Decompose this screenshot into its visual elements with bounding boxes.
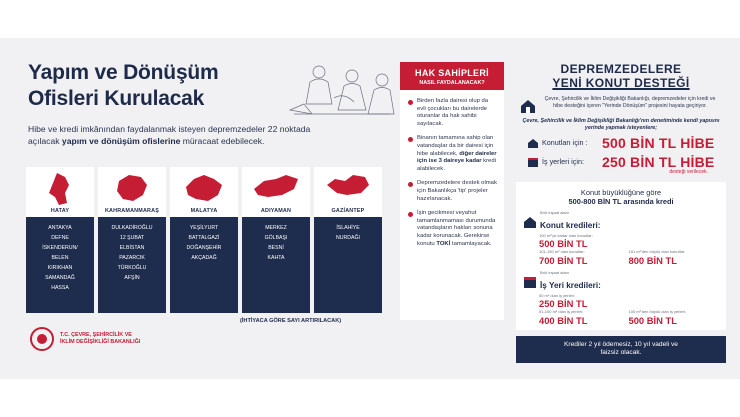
rights-bullet: Binanın tamamına sahip olan vatandaşlar da bir dairesi için hibe alabilecek, diğer daireler için ise 3 daireye kadar kredi alabilecek. <box>408 135 498 173</box>
rights-subheading: NASIL FAYDALANACAK? <box>419 80 485 86</box>
shop-icon <box>528 157 538 167</box>
district-item: BELEN <box>51 255 69 261</box>
district-item: SAMANDAĞ <box>45 275 75 281</box>
district-item: MERKEZ <box>265 225 287 231</box>
district-list <box>26 217 94 313</box>
ministry-logo <box>30 327 140 351</box>
housing-credit-value: 500 BİN TL <box>539 238 588 250</box>
support-note: Çevre, Şehircilik ve İklim Değişikliği Bakanlığı'nın denetiminde kendi yapısını yerinde yapmak isteyenlere; <box>522 118 720 131</box>
home-icon <box>528 138 538 148</box>
district-item: KAHTA <box>267 255 285 261</box>
rights-bullet: İşin gecikmesi veyahut tamamlanmaması durumunda vatandaşların hakları sonuna kadar korunacak. Gerekirse konutu TOKİ tamamlayacak. <box>408 210 498 248</box>
city-name: KAHRAMANMARAŞ <box>104 208 160 214</box>
district-item: AKÇADAĞ <box>191 255 217 261</box>
district-item: KIRIKHAN <box>47 265 73 271</box>
rights-bullet: Birden fazla dairesi olup da evli çocukları bu dairelerde oturanlar da hak sahibi sayılacak. <box>408 98 498 128</box>
district-item: BESNİ <box>268 245 284 251</box>
kahramanmaras-map-icon <box>115 173 149 203</box>
house-icon <box>520 98 536 114</box>
district-item: PAZARCIK <box>119 255 145 261</box>
district-item: İSKENDERUN/ <box>42 245 78 251</box>
housing-credit-heading: Brüt inşaat alanı Konut kredileri: <box>524 211 718 233</box>
district-item: HASSA <box>51 285 69 291</box>
district-item: BATTALGAZİ <box>188 235 220 241</box>
rights-bullet: Depremzedelere destek olmak için Bakanlıkça 'tip' projeler hazırlanacak. <box>408 180 498 203</box>
district-item: 12 ŞUBAT <box>119 235 145 241</box>
bullet-dot-icon <box>408 182 413 187</box>
rights-header <box>400 62 504 90</box>
support-intro: Çevre, Şehircilik ve İklim Değişikliği Bakanlığı, depremzedeler için kredi ve hibe desteğini içeren "Yerinde Dönüşüm" projesini hayata geçiriyor. <box>544 96 716 109</box>
district-item: DULKADİROĞLU <box>111 225 153 231</box>
workplace-credit-heading: Brüt inşaat alanı İş Yeri kredileri: <box>524 271 718 293</box>
title-line-1: Yapım ve Dönüşüm <box>28 61 219 84</box>
district-item: İSLAHİYE <box>336 225 360 231</box>
grant-row-housing: Konutları için : 500 BİN TL HİBE <box>516 135 726 151</box>
district-item: YEŞİLYURT <box>189 225 219 231</box>
district-list <box>98 217 166 313</box>
city-name: MALATYA <box>190 208 218 214</box>
ministry-name-line-2: İKLİM DEĞİŞİKLİĞİ BAKANLIĞI <box>60 339 141 345</box>
credit-terms-banner: Krediler 2 yıl ödemesiz, 10 yıl vadeli ve faizsiz olacak. <box>516 336 726 363</box>
people-sketch-illustration <box>274 62 400 130</box>
shop-icon <box>524 276 536 288</box>
city-card-gaziantep <box>314 167 382 313</box>
district-item: TÜRKOĞLU <box>117 265 147 271</box>
support-panel <box>516 62 726 363</box>
support-title: DEPREMZEDELERE YENİ KONUT DESTEĞİ <box>552 62 690 90</box>
grant-note: desteği verilecek. <box>669 168 708 175</box>
bullet-dot-icon <box>408 212 413 217</box>
city-name: HATAY <box>50 208 70 214</box>
district-list <box>314 217 382 313</box>
bullet-dot-icon <box>408 137 413 142</box>
city-cards <box>26 167 384 313</box>
district-item: ANTAKYA <box>48 225 72 231</box>
city-card-hatay <box>26 167 94 313</box>
district-list <box>170 217 238 313</box>
city-card-adiyaman <box>242 167 310 313</box>
city-name: ADIYAMAN <box>260 208 292 214</box>
grant-row-workplace: İş yerleri için: 250 BİN TL HİBE <box>516 154 726 170</box>
bullet-dot-icon <box>408 100 413 105</box>
district-list <box>242 217 310 313</box>
district-item: AFŞİN <box>124 275 140 281</box>
malatya-map-icon <box>184 173 224 203</box>
district-item: DEFNE <box>51 235 69 241</box>
house-icon <box>524 216 536 228</box>
intro-text: Hibe ve kredi imkânından faydalanmak isteyen depremzedeler 22 noktada açılacak yapım ve dönüşüm ofislerine müracaat edebilecek. <box>28 124 311 146</box>
district-item: NURDAĞI <box>336 235 360 241</box>
footnote: (İHTİYACA GÖRE SAYI ARTIRILACAK) <box>240 318 342 324</box>
hatay-map-icon <box>47 173 73 205</box>
gaziantep-map-icon <box>325 173 371 197</box>
city-card-kahramanmaras <box>98 167 166 313</box>
rights-heading: HAK SAHİPLERİ <box>415 68 489 78</box>
rights-panel <box>400 62 504 320</box>
ministry-name-line-1: T.C. ÇEVRE, ŞEHİRCİLİK VE <box>60 332 132 338</box>
city-card-malatya <box>170 167 238 313</box>
district-item: ELBİSTAN <box>119 245 145 251</box>
district-item: GÖLBAŞI <box>264 235 288 241</box>
credit-box: Konut büyüklüğüne göre 500-800 BİN TL arasında kredi Brüt inşaat alanı Konut kredileri: 100 m²'ye kadar olan konutlar: 500 BİN TL 101-150 m² olan konutlar: 700 BİN TL 151 m²'den büyük olan konutlar: 800 BİN TL Brüt inşaat alanı İş Yeri kredileri: 50 m² olan iş yerleri: 250 BİN TL 51-100 m² olan iş yerleri: 400 BİN TL 100 m²'den büyük olan iş yerleri: 500 BİN TL <box>516 182 726 330</box>
title-line-2: Ofisleri Kurulacak <box>28 87 205 110</box>
adiyaman-map-icon <box>252 173 300 199</box>
district-item: DOĞANŞEHİR <box>186 245 222 251</box>
ministry-emblem-icon <box>30 327 54 351</box>
workplace-credit-value: 250 BİN TL <box>539 298 588 310</box>
city-name: GAZİANTEP <box>331 208 365 214</box>
